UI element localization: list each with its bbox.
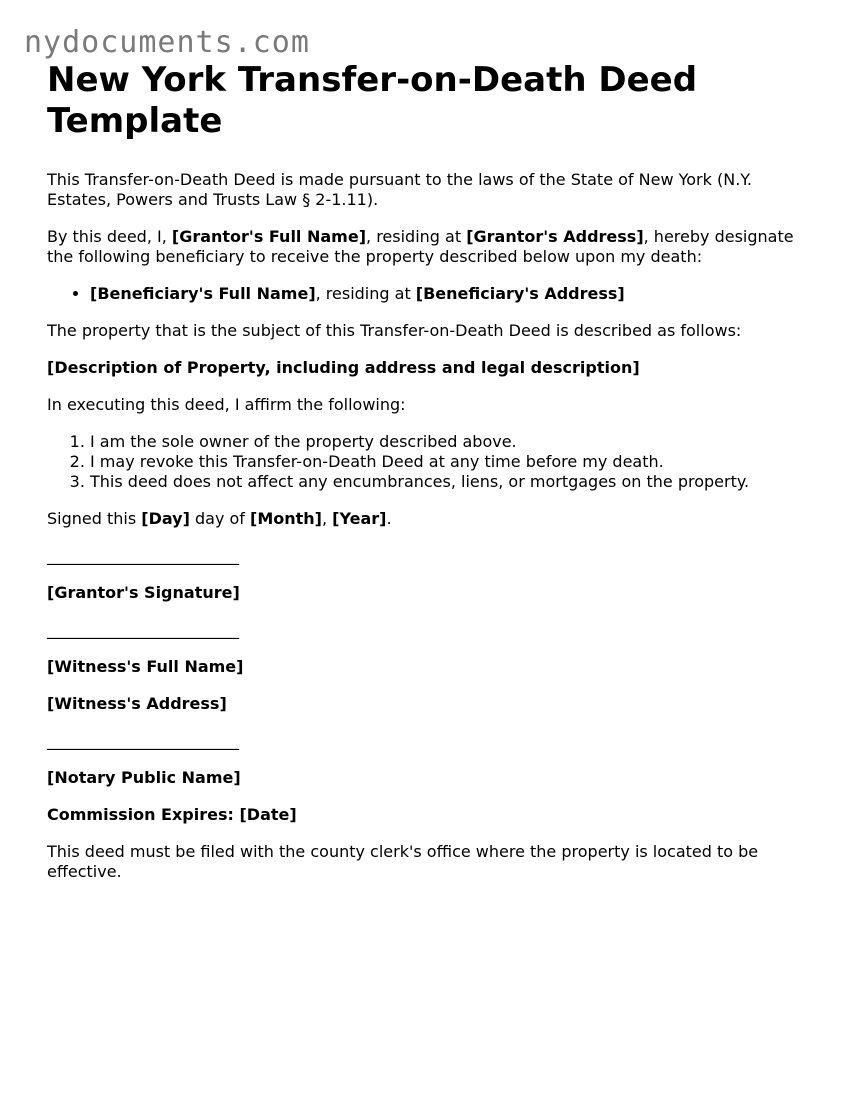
signed-date-paragraph: [47, 509, 817, 529]
designation-paragraph: [47, 227, 817, 267]
witness-address-placeholder: [Witness's Address]: [47, 694, 227, 713]
site-watermark: nydocuments.com: [24, 25, 310, 60]
beneficiary-list: [47, 284, 817, 304]
designation-prefix: By this deed, I,: [47, 227, 172, 246]
signed-mid1: day of: [189, 509, 251, 528]
property-description-paragraph: [47, 358, 817, 378]
notary-name-placeholder: [Notary Public Name]: [47, 768, 241, 787]
affirmation-item: 2. I may revoke this Transfer-on-Death Deed at any time before my death.: [90, 452, 817, 472]
witness-name-label: [47, 657, 817, 677]
affirm-intro: In executing this deed, I affirm the following:: [47, 395, 406, 414]
property-description-placeholder: [Description of Property, including address and legal description]: [47, 358, 640, 377]
beneficiary-address-placeholder: [Beneficiary's Address]: [415, 284, 625, 303]
beneficiary-name-placeholder: [Beneficiary's Full Name]: [90, 284, 316, 303]
signed-prefix: Signed this: [47, 509, 142, 528]
notary-name-label: [47, 768, 817, 788]
designation-suffix: , hereby designate the following beneficiary to receive the property described below upon my death:: [47, 227, 794, 266]
affirmations-list: [47, 432, 817, 492]
signed-mid2: ,: [321, 509, 333, 528]
notary-signature-line: ________________________: [47, 731, 239, 750]
witness-signature-line: ________________________: [47, 620, 239, 639]
year-placeholder: [Year]: [332, 509, 387, 528]
witness-address-label: [47, 694, 817, 714]
property-intro: The property that is the subject of this Transfer-on-Death Deed is described as follows:: [47, 321, 742, 340]
intro-paragraph: This Transfer-on-Death Deed is made pursuant to the laws of the State of New York (N.Y. Estates, Powers and Trusts Law § 2-1.11).: [47, 170, 752, 209]
grantor-address-placeholder: [Grantor's Address]: [466, 227, 644, 246]
beneficiary-item: [90, 284, 817, 304]
commission-expires-placeholder: Commission Expires: [Date]: [47, 805, 297, 824]
grantor-signature-label: [47, 583, 817, 603]
page-title: New York Transfer-on-Death Deed Template: [47, 60, 698, 141]
deed-document: [47, 60, 817, 899]
affirmation-item: 1. I am the sole owner of the property described above.: [90, 432, 817, 452]
grantor-signature-placeholder: [Grantor's Signature]: [47, 583, 240, 602]
commission-label: [47, 805, 817, 825]
grantor-name-placeholder: [Grantor's Full Name]: [171, 227, 367, 246]
witness-name-placeholder: [Witness's Full Name]: [47, 657, 244, 676]
month-placeholder: [Month]: [250, 509, 322, 528]
beneficiary-middle: , residing at: [315, 284, 416, 303]
filing-note: This deed must be filed with the county clerk's office where the property is located to be effective.: [47, 842, 759, 881]
grantor-signature-line: ________________________: [47, 546, 239, 565]
day-placeholder: [Day]: [141, 509, 190, 528]
signed-suffix: .: [386, 509, 392, 528]
designation-middle: , residing at: [366, 227, 467, 246]
affirmation-item: 3. This deed does not affect any encumbrances, liens, or mortgages on the property.: [90, 472, 817, 492]
